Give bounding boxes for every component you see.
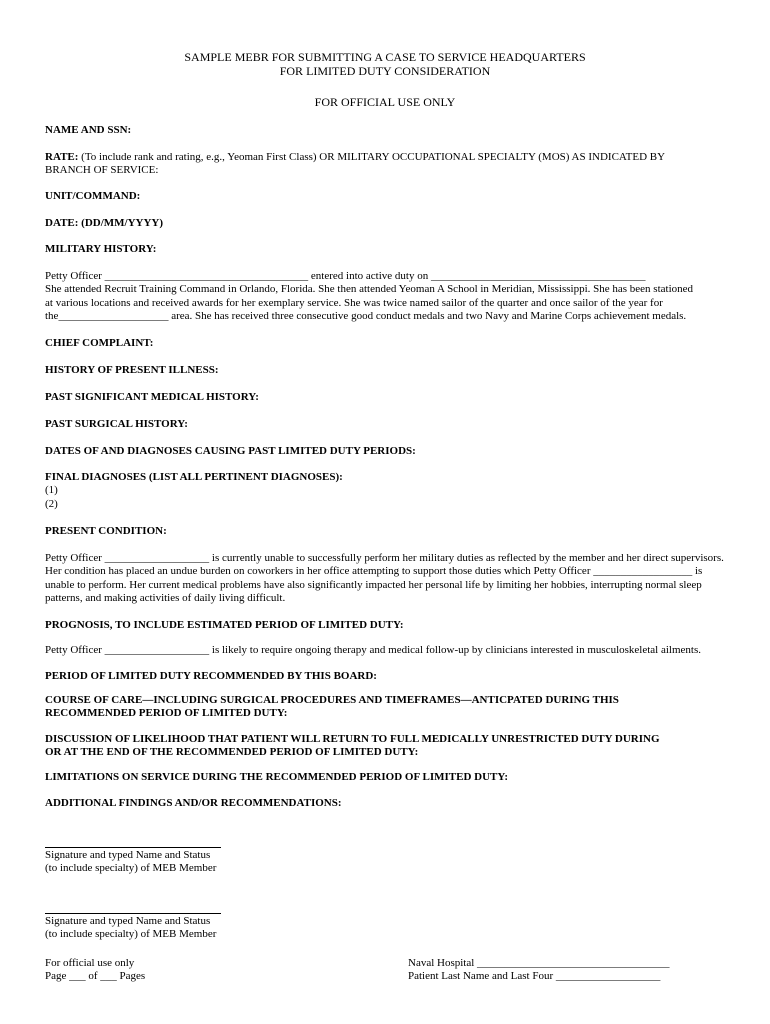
past-limited-duty-label: DATES OF AND DIAGNOSES CAUSING PAST LIMITED DUTY PERIODS: — [45, 445, 416, 457]
military-history-text — [45, 270, 745, 324]
additional-findings-label: ADDITIONAL FINDINGS AND/OR RECOMMENDATIONS: — [45, 797, 342, 809]
past-surgical-history-label: PAST SURGICAL HISTORY: — [45, 418, 188, 430]
signature-caption: (to include specialty) of MEB Member — [45, 862, 217, 875]
limitations-label: LIMITATIONS ON SERVICE DURING THE RECOMMENDED PERIOD OF LIMITED DUTY: — [45, 771, 508, 783]
period-limited-duty-label: PERIOD OF LIMITED DUTY RECOMMENDED BY THIS BOARD: — [45, 670, 377, 682]
official-use-heading: FOR OFFICIAL USE ONLY — [314, 95, 456, 109]
history-present-illness-label: HISTORY OF PRESENT ILLNESS: — [45, 364, 219, 376]
chief-complaint-label: CHIEF COMPLAINT: — [45, 337, 154, 349]
military-history-label: MILITARY HISTORY: — [45, 243, 157, 255]
footer-official-use: For official use only — [45, 957, 135, 969]
present-line: patterns, and making activities of daily living difficult. — [45, 592, 286, 605]
diagnosis-item: (2) — [45, 497, 58, 510]
military-line: She attended Recruit Training Command in Orlando, Florida. She then attended Yeoman A School in Meridian, Mississippi. She has been stationed — [45, 283, 694, 296]
diagnosis-item: (1) — [45, 484, 58, 497]
signature-caption: (to include specialty) of MEB Member — [45, 928, 217, 941]
course-of-care-label — [45, 694, 745, 721]
footer-patient-name: Patient Last Name and Last Four ___________________ — [408, 970, 661, 983]
military-line: at various locations and received awards for her exemplary service. She was twice named sailor of the quarter and once sailor of the year for — [45, 296, 663, 309]
signature-line — [45, 913, 221, 914]
present-line: Her condition has placed an undue burden on coworkers in her office attempting to support those duties which Petty Officer __________________ is — [45, 565, 703, 578]
date-label: DATE: (DD/MM/YYYY) — [45, 217, 164, 229]
rate-description-cont: BRANCH OF SERVICE: — [45, 164, 159, 177]
military-line: the____________________ area. She has received three consecutive good conduct medals and two Navy and Marine Corps achievement medals. — [45, 310, 687, 323]
unit-command-label: UNIT/COMMAND: — [45, 190, 141, 202]
footer-page-count: Page ___ of ___ Pages — [45, 970, 146, 983]
signature-caption: Signature and typed Name and Status — [45, 849, 211, 861]
present-line: unable to perform. Her current medical problems have also significantly impacted her personal life by limiting her hobbies, interrupting normal sleep — [45, 578, 702, 591]
military-line: Petty Officer _____________________________________ entered into active duty on _______________________________________ — [45, 270, 646, 282]
footer-left — [45, 957, 375, 984]
document-title-line-2: FOR LIMITED DUTY CONSIDERATION — [279, 64, 491, 78]
footer-right — [408, 957, 728, 984]
prognosis-label: PROGNOSIS, TO INCLUDE ESTIMATED PERIOD OF LIMITED DUTY: — [45, 619, 404, 631]
final-diagnoses-label: FINAL DIAGNOSES (LIST ALL PERTINENT DIAGNOSES): — [45, 471, 343, 483]
name-ssn-label: NAME AND SSN: — [45, 124, 132, 136]
course-of-care-line: COURSE OF CARE—INCLUDING SURGICAL PROCEDURES AND TIMEFRAMES—ANTICPATED DURING THIS — [45, 694, 619, 706]
past-medical-history-label: PAST SIGNIFICANT MEDICAL HISTORY: — [45, 391, 259, 403]
discussion-line: OR AT THE END OF THE RECOMMENDED PERIOD OF LIMITED DUTY: — [45, 746, 419, 759]
signature-block — [45, 915, 745, 942]
signature-block — [45, 849, 745, 876]
present-condition-text — [45, 552, 745, 606]
discussion-label — [45, 733, 745, 760]
rate-field — [45, 151, 745, 178]
present-line: Petty Officer ___________________ is currently unable to successfully perform her military duties as reflected by the member and her direct supervisors. — [45, 552, 724, 564]
present-condition-label: PRESENT CONDITION: — [45, 525, 167, 537]
course-of-care-line: RECOMMENDED PERIOD OF LIMITED DUTY: — [45, 707, 288, 720]
discussion-line: DISCUSSION OF LIKELIHOOD THAT PATIENT WILL RETURN TO FULL MEDICALLY UNRESTRICTED DUTY DURING — [45, 733, 660, 745]
prognosis-text: Petty Officer ___________________ is likely to require ongoing therapy and medical follow-up by clinicians interested in musculoskeletal ailments. — [45, 644, 701, 656]
rate-description: (To include rank and rating, e.g., Yeoman First Class) OR MILITARY OCCUPATIONAL SPECIALTY (MOS) AS INDICATED BY — [78, 151, 666, 163]
rate-label: RATE: — [45, 151, 79, 163]
signature-caption: Signature and typed Name and Status — [45, 915, 211, 927]
final-diagnoses-block — [45, 471, 745, 511]
footer-naval-hospital: Naval Hospital ___________________________________ — [408, 957, 670, 969]
signature-line — [45, 847, 221, 848]
document-title-line-1: SAMPLE MEBR FOR SUBMITTING A CASE TO SERVICE HEADQUARTERS — [184, 50, 586, 64]
